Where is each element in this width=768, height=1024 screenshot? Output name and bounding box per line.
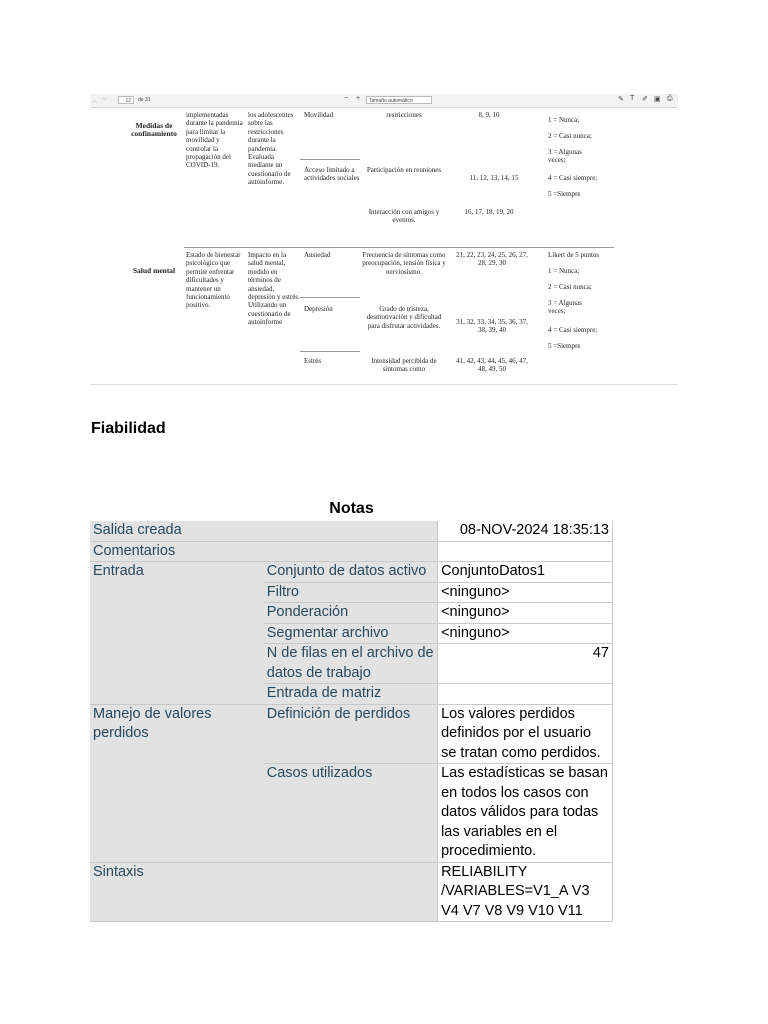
escala-1-4: 5 =Siempre	[548, 190, 581, 198]
dim-movilidad: Movilidad	[304, 111, 334, 119]
table-row	[90, 704, 613, 764]
notes-table-title: Notas	[329, 500, 374, 517]
pdf-page	[90, 107, 678, 384]
cell-value: Las estadísticas se basan en todos los casos con datos válidos para todas las variables en el procedimiento.	[438, 764, 613, 863]
image-icon[interactable]: ▣	[654, 96, 661, 103]
chevron-down-icon[interactable]: ﹀	[102, 98, 108, 104]
cell-value: 08-NOV-2024 18:35:13	[438, 521, 613, 541]
items-5: 31, 32, 33, 34, 35, 36, 37, 38, 39, 40	[456, 318, 528, 335]
escala-2-0: 1 = Nunca;	[548, 267, 580, 275]
cell-value	[438, 541, 613, 562]
cell-value: Los valores perdidos definidos por el usuario se tratan como perdidos.	[438, 704, 613, 764]
row-sublabel: Conjunto de datos activo	[264, 562, 438, 583]
table-cell-divider	[300, 297, 360, 298]
escala-2-4: 5 =Siempre	[548, 342, 581, 350]
highlight-icon[interactable]: ✎	[618, 96, 624, 103]
cell-value: RELIABILITY /VARIABLES=V1_A V3 V4 V7 V8 V9 V10 V11	[438, 862, 613, 922]
escala-1-2: 3 = Algunas veces;	[548, 148, 582, 165]
cell-value: <ninguno>	[438, 603, 613, 624]
variable-medidas: Medidas de confinamiento	[131, 121, 177, 139]
row-sublabel: Segmentar archivo	[264, 623, 438, 644]
row-sublabel: Definición de perdidos	[264, 704, 438, 764]
cell-value	[438, 684, 613, 705]
row-sublabel: Casos utilizados	[264, 764, 438, 863]
zoom-select[interactable]: Tamaño automático	[366, 96, 432, 104]
row-sublabel: Entrada de matriz	[264, 684, 438, 705]
dim-depresion: Depresión	[304, 305, 333, 313]
row-sublabel: Filtro	[264, 582, 438, 603]
row-label: Salida creada	[90, 521, 438, 541]
table-row	[90, 562, 613, 583]
items-2: 11, 12, 13, 14, 15	[469, 174, 519, 182]
row-sublabel: Ponderación	[264, 603, 438, 624]
escala-1-0: 1 = Nunca;	[548, 116, 580, 124]
print-icon[interactable]: ⎙	[667, 95, 673, 102]
cell-value: <ninguno>	[438, 623, 613, 644]
row-label: Comentarios	[90, 541, 438, 562]
items-6: 41, 42, 43, 44, 45, 46, 47, 48, 49, 50	[456, 357, 528, 374]
escala-2-3: 4 = Casi siempre;	[548, 326, 598, 334]
items-1: 8, 9, 10	[478, 111, 500, 119]
escala-title-2: Likert de 5 puntos	[548, 251, 600, 259]
row-label: Sintaxis	[90, 862, 438, 922]
ind-frecuencia: Frecuencia de síntomas como preocupación, tensión física y nerviosismo.	[362, 251, 446, 276]
zoom-out-button[interactable]: −	[344, 95, 349, 102]
embedded-pdf-screenshot	[90, 94, 678, 385]
cell-value: ConjuntoDatos1	[438, 562, 613, 583]
notes-table	[90, 521, 613, 922]
text-icon[interactable]: T	[630, 95, 635, 102]
escala-2-2: 3 = Algunas veces;	[548, 299, 582, 316]
def-conceptual-2: Estado de bienestar psicológico que permite enfrentar dificultades y mantener un funcionamiento positivo.	[186, 251, 241, 310]
ind-interaccion: Interacción con amigos y eventos.	[368, 208, 440, 225]
zoom-in-button[interactable]: +	[356, 95, 361, 102]
cell-value: 47	[438, 644, 613, 684]
escala-1-1: 2 = Casi nunca;	[548, 132, 592, 140]
ind-participacion: Participación en reuniones	[366, 166, 442, 174]
row-label: Manejo de valores perdidos	[90, 704, 264, 862]
dim-ansiedad: Ansiedad	[304, 251, 331, 259]
ind-tristeza: Grado de tristeza, desmotivación y dificultad para disfrutar actividades.	[366, 305, 442, 330]
def-conceptual-1: implementadas durante la pandemia para limitar la movilidad y controlar la propagación del COVID-19.	[186, 111, 243, 170]
def-operacional-1: los adolescentes sobre las restricciones durante la pandemia. Evaluada mediante un cuestionario de autoinforme.	[248, 111, 294, 187]
row-label: Entrada	[90, 562, 264, 705]
table-row-divider	[184, 247, 614, 248]
table-row	[90, 521, 613, 541]
ind-restricciones: restricciones	[386, 111, 422, 119]
page-number-input[interactable]: 12	[118, 96, 134, 104]
items-3: 16, 17, 18, 19, 20	[464, 208, 514, 216]
row-sublabel: N de filas en el archivo de datos de trabajo	[264, 644, 438, 684]
variable-salud-mental: Salud mental	[132, 266, 176, 275]
table-cell-divider	[300, 351, 360, 352]
dim-acceso: Acceso limitado a actividades sociales	[304, 166, 360, 183]
pdf-viewer-toolbar	[90, 94, 678, 108]
section-heading: Fiabilidad	[91, 420, 166, 437]
cell-value: <ninguno>	[438, 582, 613, 603]
def-operacional-2: Impacto en la salud mental, medido en términos de ansiedad, depresión y estrés. Utilizando un cuestionario de autoinforme	[248, 251, 300, 327]
escala-1-3: 4 = Casi siempre;	[548, 174, 598, 182]
table-cell-divider	[300, 159, 360, 160]
items-4: 21, 22, 23, 24, 25, 26, 27, 28, 29, 30	[456, 251, 528, 268]
chevron-up-icon[interactable]: ︿	[92, 98, 98, 104]
escala-2-1: 2 = Casi nunca;	[548, 283, 592, 291]
table-row	[90, 862, 613, 922]
dim-estres: Estrés	[304, 357, 322, 365]
page-count-label: de 31	[138, 97, 151, 103]
table-row	[90, 541, 613, 562]
draw-icon[interactable]: ✐	[642, 96, 648, 103]
ind-intensidad: Intensidad percibida de síntomas como	[371, 357, 437, 374]
